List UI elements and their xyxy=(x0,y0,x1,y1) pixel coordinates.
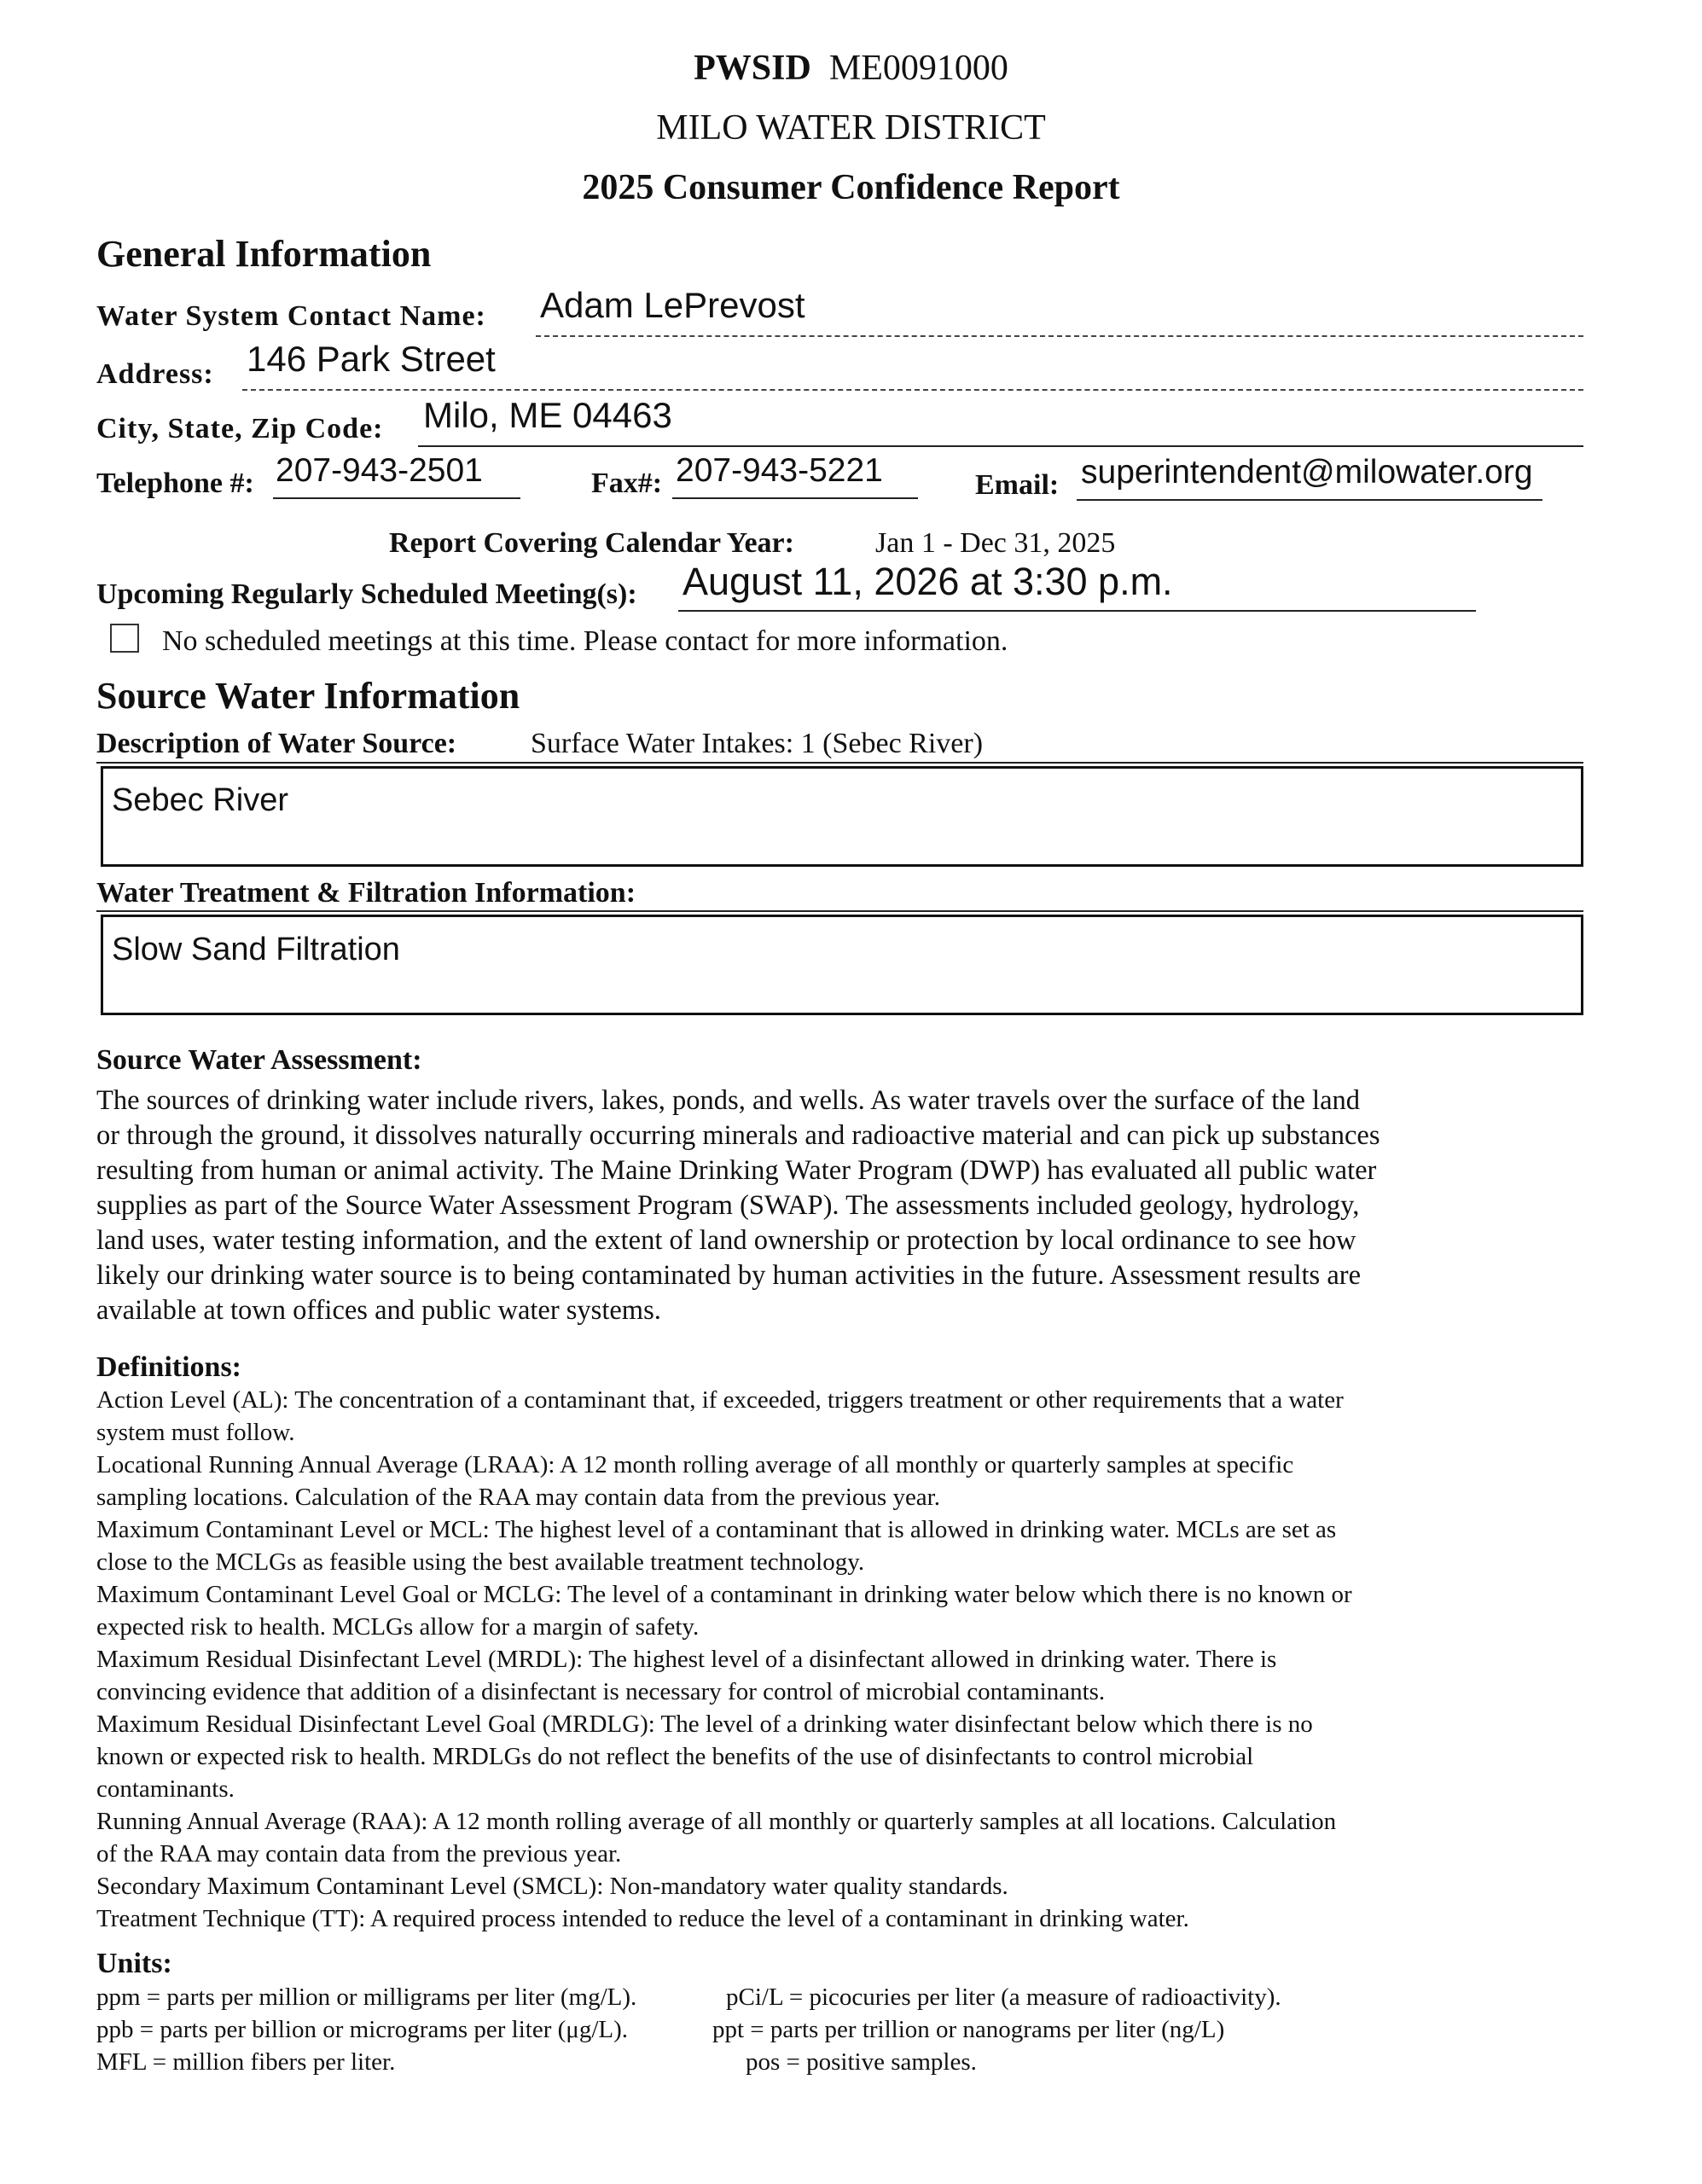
meeting-field[interactable]: August 11, 2026 at 3:30 p.m. xyxy=(683,560,1173,603)
definition-line: Treatment Technique (TT): A required process intended to reduce the level of a contaminant in drinking water. xyxy=(96,1905,1189,1932)
telephone-label: Telephone #: xyxy=(96,468,254,499)
definition-line: Action Level (AL): The concentration of a contaminant that, if exceeded, triggers treatment or other requirements that a water xyxy=(96,1386,1344,1414)
definition-line: contaminants. xyxy=(96,1775,235,1803)
definition-line: Running Annual Average (RAA): A 12 month rolling average of all monthly or quarterly samples at all locations. Calculation xyxy=(96,1808,1337,1835)
definition-line: sampling locations. Calculation of the RAA may contain data from the previous year. xyxy=(96,1484,940,1511)
email-underline xyxy=(1077,499,1542,501)
source-description-value: Surface Water Intakes: 1 (Sebec River) xyxy=(531,728,984,759)
assessment-line: The sources of drinking water include rivers, lakes, ponds, and wells. As water travels over the surface of the land xyxy=(96,1085,1360,1116)
address-underline xyxy=(242,389,1583,391)
definition-line: system must follow. xyxy=(96,1419,295,1446)
city-field[interactable]: Milo, ME 04463 xyxy=(423,395,672,435)
source-textbox-text: Sebec River xyxy=(112,782,288,818)
fax-underline xyxy=(672,497,918,499)
unit-ppt: ppt = parts per trillion or nanograms per liter (ng/L) xyxy=(712,2016,1225,2043)
assessment-line: supplies as part of the Source Water Assessment Program (SWAP). The assessments included geology, hydrology, xyxy=(96,1190,1360,1221)
treatment-textbox[interactable] xyxy=(101,915,1583,1015)
unit-ppb: ppb = parts per billion or micrograms per liter (μg/L). xyxy=(96,2016,629,2043)
email-label: Email: xyxy=(975,469,1060,501)
definition-line: Maximum Contaminant Level or MCL: The highest level of a contaminant that is allowed in drinking water. MCLs are set as xyxy=(96,1516,1337,1543)
definition-line: Maximum Residual Disinfectant Level Goal (MRDLG): The level of a drinking water disinfectant below which there is no xyxy=(96,1711,1313,1738)
treatment-label: Water Treatment & Filtration Information: xyxy=(96,877,636,909)
definition-line: known or expected risk to health. MRDLGs do not reflect the benefits of the use of disinfectants to control microbial xyxy=(96,1743,1254,1770)
unit-ppm: ppm = parts per million or milligrams per liter (mg/L). xyxy=(96,1984,637,2011)
assessment-line: likely our drinking water source is to being contaminated by human activities in the future. Assessment results are xyxy=(96,1260,1362,1291)
pwsid-line xyxy=(0,48,1702,89)
definition-line: convincing evidence that addition of a disinfectant is necessary for control of microbial contaminants. xyxy=(96,1678,1106,1705)
definition-line: Locational Running Annual Average (LRAA): A 12 month rolling average of all monthly or quarterly samples at specific xyxy=(96,1451,1294,1478)
fax-field[interactable]: 207-943-5221 xyxy=(676,452,883,489)
contact-underline xyxy=(536,335,1583,337)
definition-line: Maximum Residual Disinfectant Level (MRDL): The highest level of a disinfectant allowed in drinking water. There is xyxy=(96,1646,1277,1673)
unit-mfl: MFL = million fibers per liter. xyxy=(96,2048,396,2076)
no-meeting-text: No scheduled meetings at this time. Please contact for more information. xyxy=(162,625,1008,657)
definition-line: close to the MCLGs as feasible using the best available treatment technology. xyxy=(96,1548,865,1576)
definition-line: of the RAA may contain data from the previous year. xyxy=(96,1840,622,1867)
assessment-line: or through the ground, it dissolves naturally occurring minerals and radioactive material and can pick up substances xyxy=(96,1120,1380,1151)
assessment-line: resulting from human or animal activity. The Maine Drinking Water Program (DWP) has evaluated all public water xyxy=(96,1155,1377,1186)
district-name: MILO WATER DISTRICT xyxy=(656,108,1046,148)
no-meeting-checkbox[interactable] xyxy=(110,624,139,653)
city-underline xyxy=(418,445,1583,447)
assessment-line: land uses, water testing information, and the extent of land ownership or protection by local ordinance to see how xyxy=(96,1225,1356,1256)
meeting-underline xyxy=(678,610,1476,612)
unit-pci: pCi/L = picocuries per liter (a measure of radioactivity). xyxy=(726,1984,1281,2011)
source-description-label: Description of Water Source: xyxy=(96,728,457,759)
pwsid-label: PWSID xyxy=(694,49,811,88)
report-year-value: Jan 1 - Dec 31, 2025 xyxy=(875,527,1116,559)
telephone-field[interactable]: 207-943-2501 xyxy=(276,452,483,489)
units-heading: Units: xyxy=(96,1948,172,1979)
contact-field[interactable]: Adam LePrevost xyxy=(540,285,805,325)
general-info-heading: General Information xyxy=(96,233,432,275)
definition-line: Maximum Contaminant Level Goal or MCLG: The level of a contaminant in drinking water below which there is no known or xyxy=(96,1581,1352,1608)
unit-pos: pos = positive samples. xyxy=(746,2048,977,2076)
source-water-heading: Source Water Information xyxy=(96,675,520,717)
fax-label: Fax#: xyxy=(591,468,663,499)
email-field[interactable]: superintendent@milowater.org xyxy=(1081,454,1533,491)
address-field[interactable]: 146 Park Street xyxy=(247,339,496,379)
assessment-paragraph xyxy=(96,1083,1380,1328)
source-description-rule xyxy=(96,762,1583,764)
address-label: Address: xyxy=(96,358,214,390)
telephone-underline xyxy=(273,497,520,499)
assessment-heading: Source Water Assessment: xyxy=(96,1044,422,1076)
definitions-list xyxy=(96,1384,1352,1935)
source-textbox[interactable] xyxy=(101,766,1583,867)
meeting-label: Upcoming Regularly Scheduled Meeting(s): xyxy=(96,578,637,610)
assessment-line: available at town offices and public water systems. xyxy=(96,1295,661,1326)
report-year-label: Report Covering Calendar Year: xyxy=(389,527,794,559)
definitions-heading: Definitions: xyxy=(96,1351,241,1383)
pwsid-value: ME0091000 xyxy=(828,49,1008,88)
definition-line: expected risk to health. MCLGs allow for a margin of safety. xyxy=(96,1613,700,1641)
definition-line: Secondary Maximum Contaminant Level (SMCL): Non-mandatory water quality standards. xyxy=(96,1873,1008,1900)
treatment-rule xyxy=(96,910,1583,912)
contact-label: Water System Contact Name: xyxy=(96,300,486,332)
report-title: 2025 Consumer Confidence Report xyxy=(582,168,1120,207)
city-label: City, State, Zip Code: xyxy=(96,413,384,444)
treatment-textbox-text: Slow Sand Filtration xyxy=(112,932,400,967)
